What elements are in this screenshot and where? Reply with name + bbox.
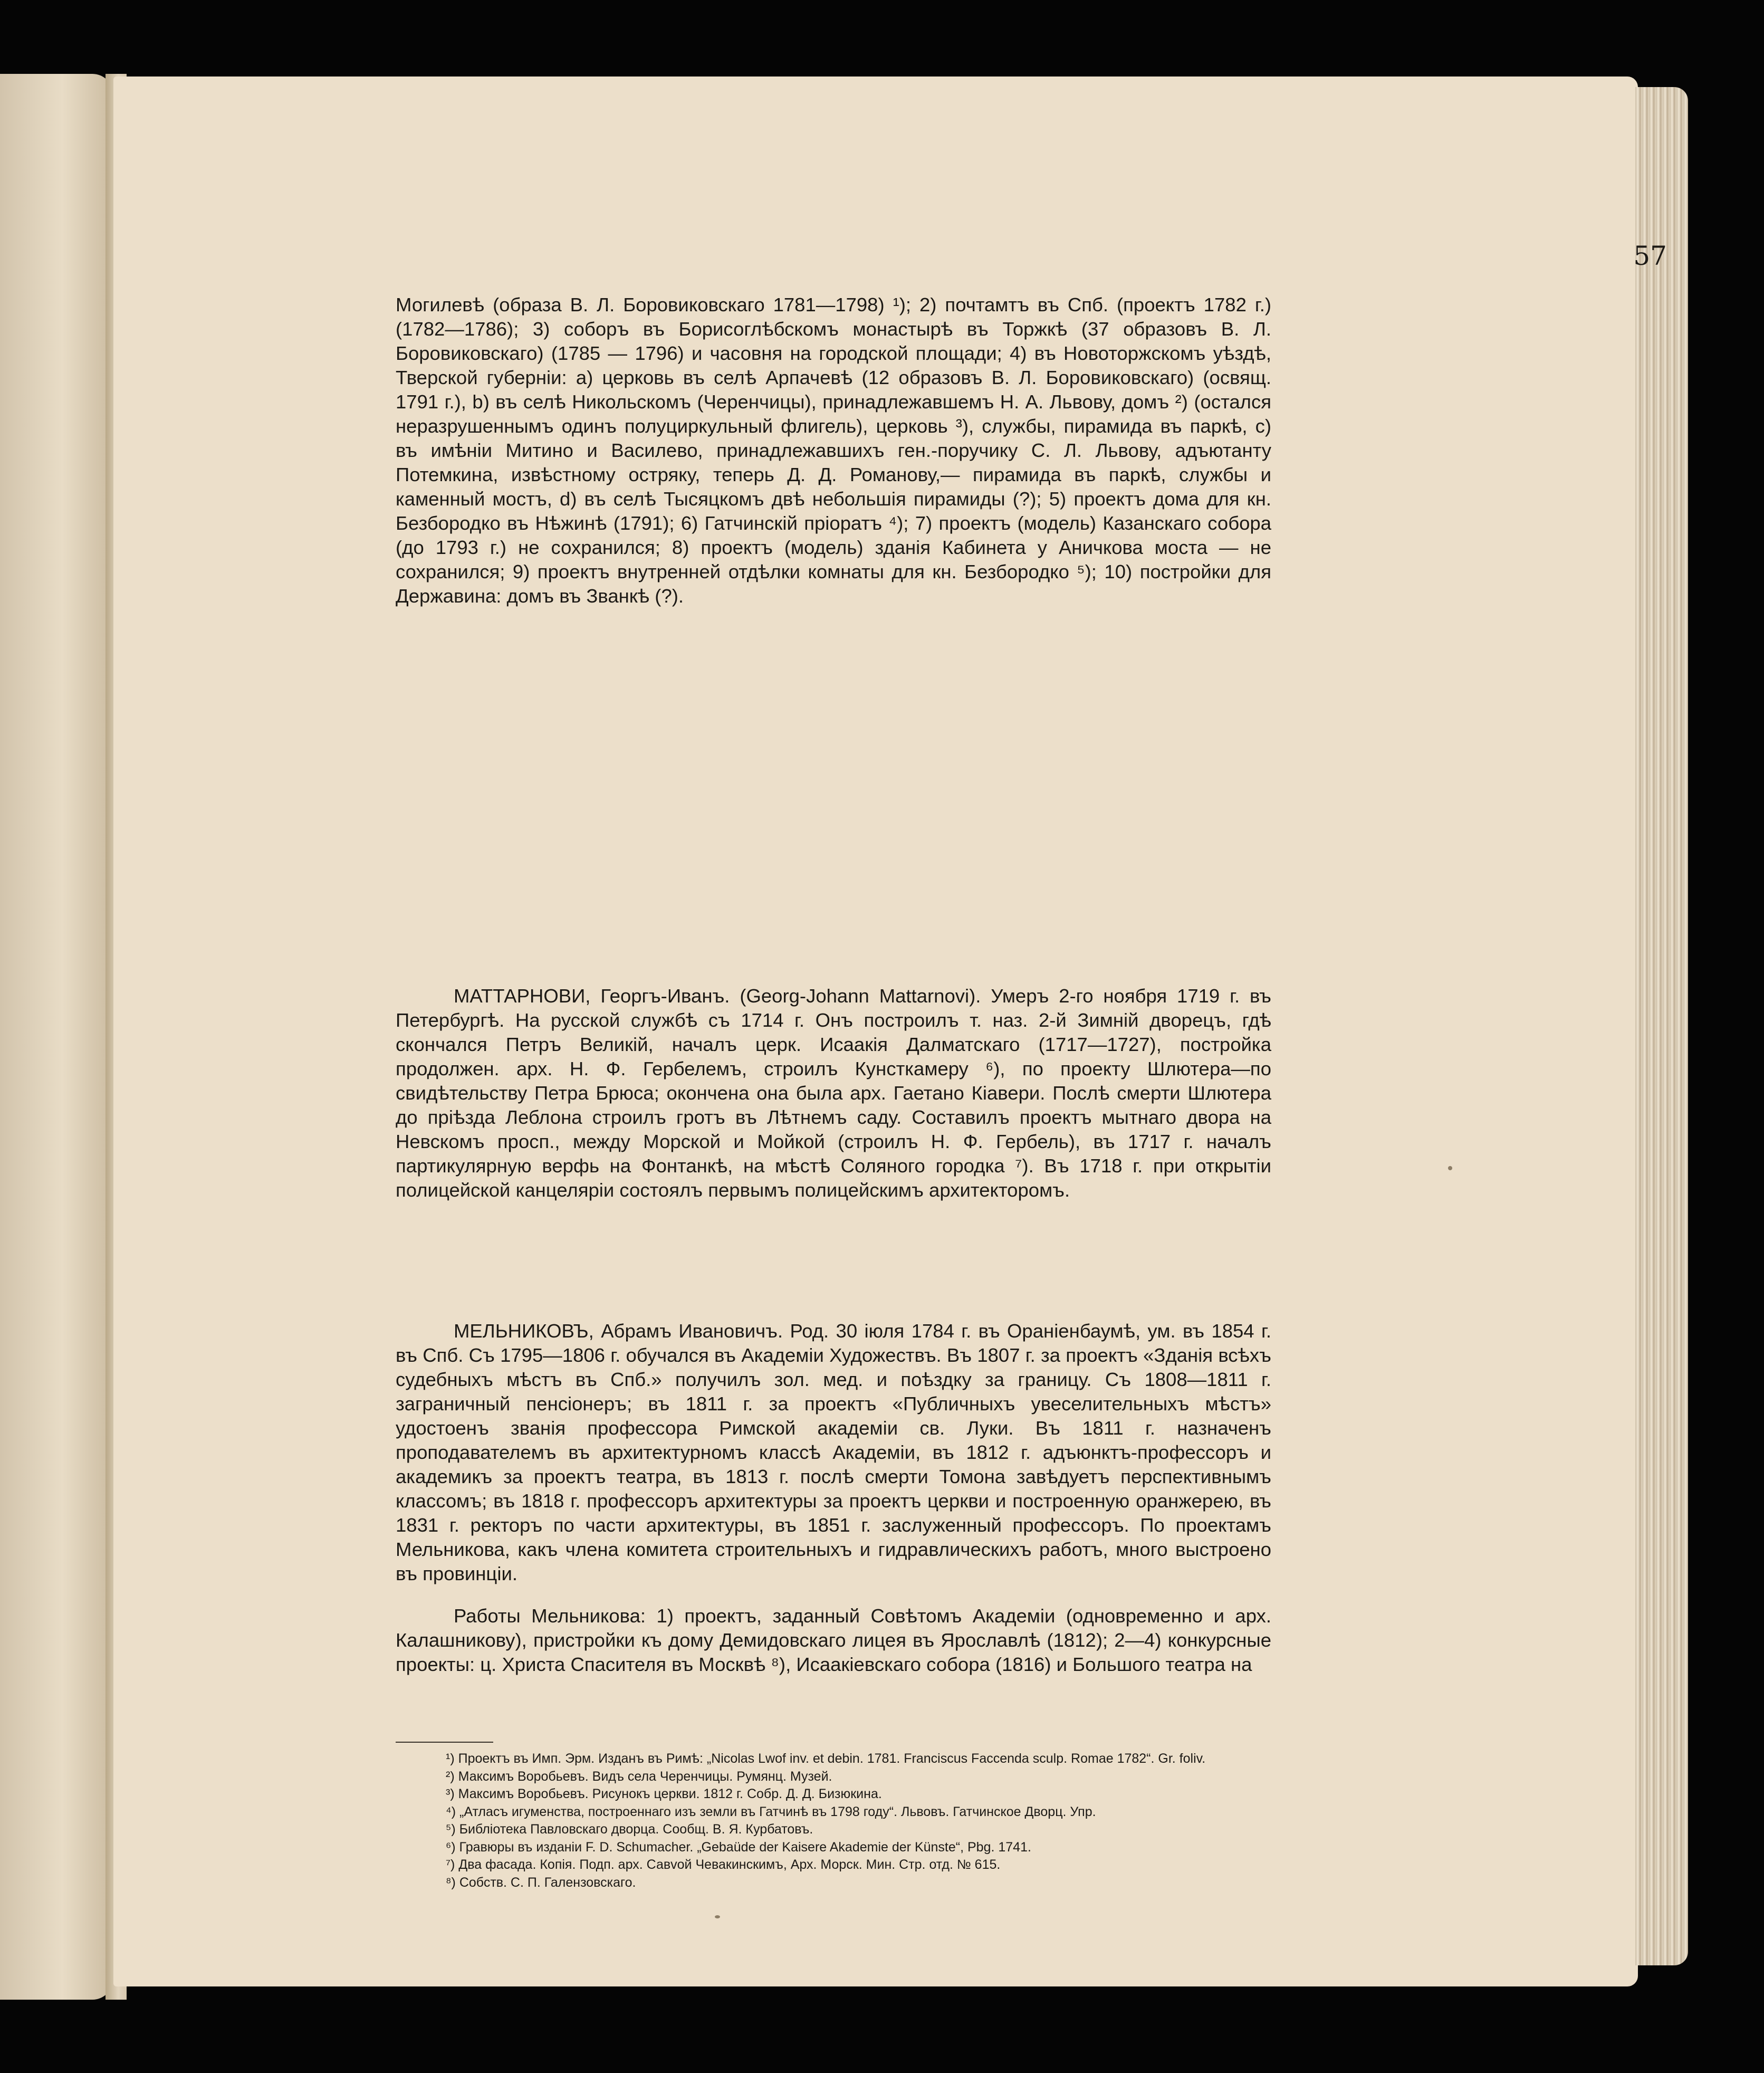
footnote: ³) Максимъ Воробьевъ. Рисунокъ церкви. 1812 г. Собр. Д. Д. Бизюкина. xyxy=(446,1787,882,1801)
footnote: ²) Максимъ Воробьевъ. Видъ села Черенчицы. Румянц. Музей. xyxy=(446,1769,832,1784)
paragraph-lvov-works-continued: Могилевѣ (образа В. Л. Боровиковскаго 1781—1798) ¹); 2) почтамтъ въ Спб. (проектъ 1782 г.) (1782—1786); 3) соборъ въ Борисоглѣбскомъ монастырѣ въ Торжкѣ (37 образовъ В. Л. Боровиковскаго) (1785 — 1796) и часовня на городской площади; 4) въ Новоторжскомъ уѣздѣ, Тверской губерніи: a) церковь въ селѣ Арпачевѣ (12 образовъ В. Л. Боровиковскаго) (освящ. 1791 г.), b) въ селѣ Никольскомъ (Черенчицы), принадлежавшемъ Н. А. Львову, домъ ²) (остался неразрушеннымъ одинъ полуциркульный флигель), церковь ³), службы, пирамида въ паркѣ, c) въ имѣніи Митино и Василево, принадлежавшихъ ген.-поручику С. Л. Львову, адъютанту Потемкина, извѣстному остряку, теперь Д. Д. Романову,— пирамида въ паркѣ, службы и каменный мостъ, d) въ селѣ Тысяцкомъ двѣ небольшія пирамиды (?); 5) проектъ дома для кн. Безбородко въ Нѣжинѣ (1791); 6) Гатчинскій пріоратъ ⁴); 7) проектъ (модель) Казанскаго собора (до 1793 г.) не сохранился; 8) проектъ (модель) зданія Кабинета у Аничкова моста — не сохранился; 9) проектъ внутренней отдѣлки комнаты для кн. Безбородко ⁵); 10) постройки для Державина: домъ въ Званкѣ (?). xyxy=(396,294,1271,607)
left-page-edge xyxy=(0,74,113,2000)
paper-speck xyxy=(1448,1166,1452,1170)
page-number: 57 xyxy=(1633,241,1667,271)
footnote: ⁷) Два фасада. Копія. Подп. арх. Савvой Чевакинскимъ, Арх. Морск. Мин. Стр. отд. № 615. xyxy=(446,1857,1001,1872)
footnote-divider xyxy=(396,1742,493,1743)
footnote: ⁵) Библіотека Павловскаго дворца. Сообщ. В. Я. Курбатовъ. xyxy=(446,1822,813,1837)
paragraph-mattarnovi: МАТТАРНОВИ, Георгъ-Иванъ. (Georg-Johann Mattarnovi). Умеръ 2-го ноября 1719 г. въ Петербургѣ. На русской службѣ съ 1714 г. Онъ построилъ т. наз. 2-й Зимній дворецъ, гдѣ скончался Петръ Великій, началъ церк. Исаакія Далматскаго (1717—1727), постройка продолжен. арх. Н. Ф. Гербелемъ, строилъ Кунсткамеру ⁶), по проекту Шлютера—по свидѣтельству Петра Брюса; окончена она была арх. Гаетано Кіавери. Послѣ смерти Шлютера до пріѣзда Леблона строилъ гротъ въ Лѣтнемъ саду. Составилъ проектъ мытнаго двора на Невскомъ просп., между Морской и Мойкой (строилъ Н. Ф. Гербель), въ 1717 г. началъ партикулярную верфь на Фонтанкѣ, на мѣстѣ Соляного городка ⁷). Въ 1718 г. при открытіи полицейской канцеляріи состоялъ первымъ полицейскимъ архитекторомъ. xyxy=(396,985,1271,1201)
footnote: ⁴) „Атласъ игуменства, построеннаго изъ земли въ Гатчинѣ въ 1798 году“. Львовъ. Гатчинское Дворц. Упр. xyxy=(446,1804,1096,1819)
footnote: ⁶) Гравюры въ изданіи F. D. Schumacher. „Gebaüde der Kaisere Akademie der Künste“, Pbg. 1741. xyxy=(446,1839,1031,1855)
paragraph-melnikov-works: Работы Мельникова: 1) проектъ, заданный Совѣтомъ Академіи (одновременно и арх. Калашникову), пристройки къ дому Демидовскаго лицея въ Ярославлѣ (1812); 2—4) конкурсные проекты: ц. Христа Спасителя въ Москвѣ ⁸), Исаакіевскаго собора (1816) и Большого театра на xyxy=(396,1605,1271,1675)
footnote: ⁸) Собств. С. П. Галензовскаго. xyxy=(446,1875,636,1890)
page-stack-edge xyxy=(1635,87,1688,1965)
paper-speck xyxy=(715,1915,720,1918)
paragraph-melnikov-biography: МЕЛЬНИКОВЪ, Абрамъ Ивановичъ. Род. 30 іюля 1784 г. въ Ораніенбаумѣ, ум. въ 1854 г. въ Спб. Съ 1795—1806 г. обучался въ Академіи Художествъ. Въ 1807 г. за проектъ «Зданія всѣхъ судебныхъ мѣстъ въ Спб.» получилъ зол. мед. и поѣздку за границу. Съ 1808—1811 г. заграничный пенсіонеръ; въ 1811 г. за проектъ «Публичныхъ увеселительныхъ мѣстъ» удостоенъ званія профессора Римской академіи св. Луки. Въ 1811 г. назначенъ проподавателемъ въ архитектурномъ классѣ Академіи, въ 1812 г. адъюнктъ-профессоръ и академикъ за проектъ театра, въ 1813 г. послѣ смерти Томона завѣдуетъ перспективнымъ классомъ; въ 1818 г. профессоръ архитектуры за проектъ церкви и построенную оранжерею, въ 1831 г. ректоръ по части архитектуры, въ 1851 г. заслуженный профессоръ. По проектамъ Мельникова, какъ члена комитета строительныхъ и гидравлическихъ работъ, много выстроено въ провинціи. xyxy=(396,1320,1271,1584)
footnotes xyxy=(396,1750,1271,1892)
footnote: ¹) Проектъ въ Имп. Эрм. Изданъ въ Римѣ: „Nicolas Lwof inv. et debin. 1781. Franciscus Faccenda sculp. Romae 1782“. Gr. foliv. xyxy=(446,1751,1206,1766)
